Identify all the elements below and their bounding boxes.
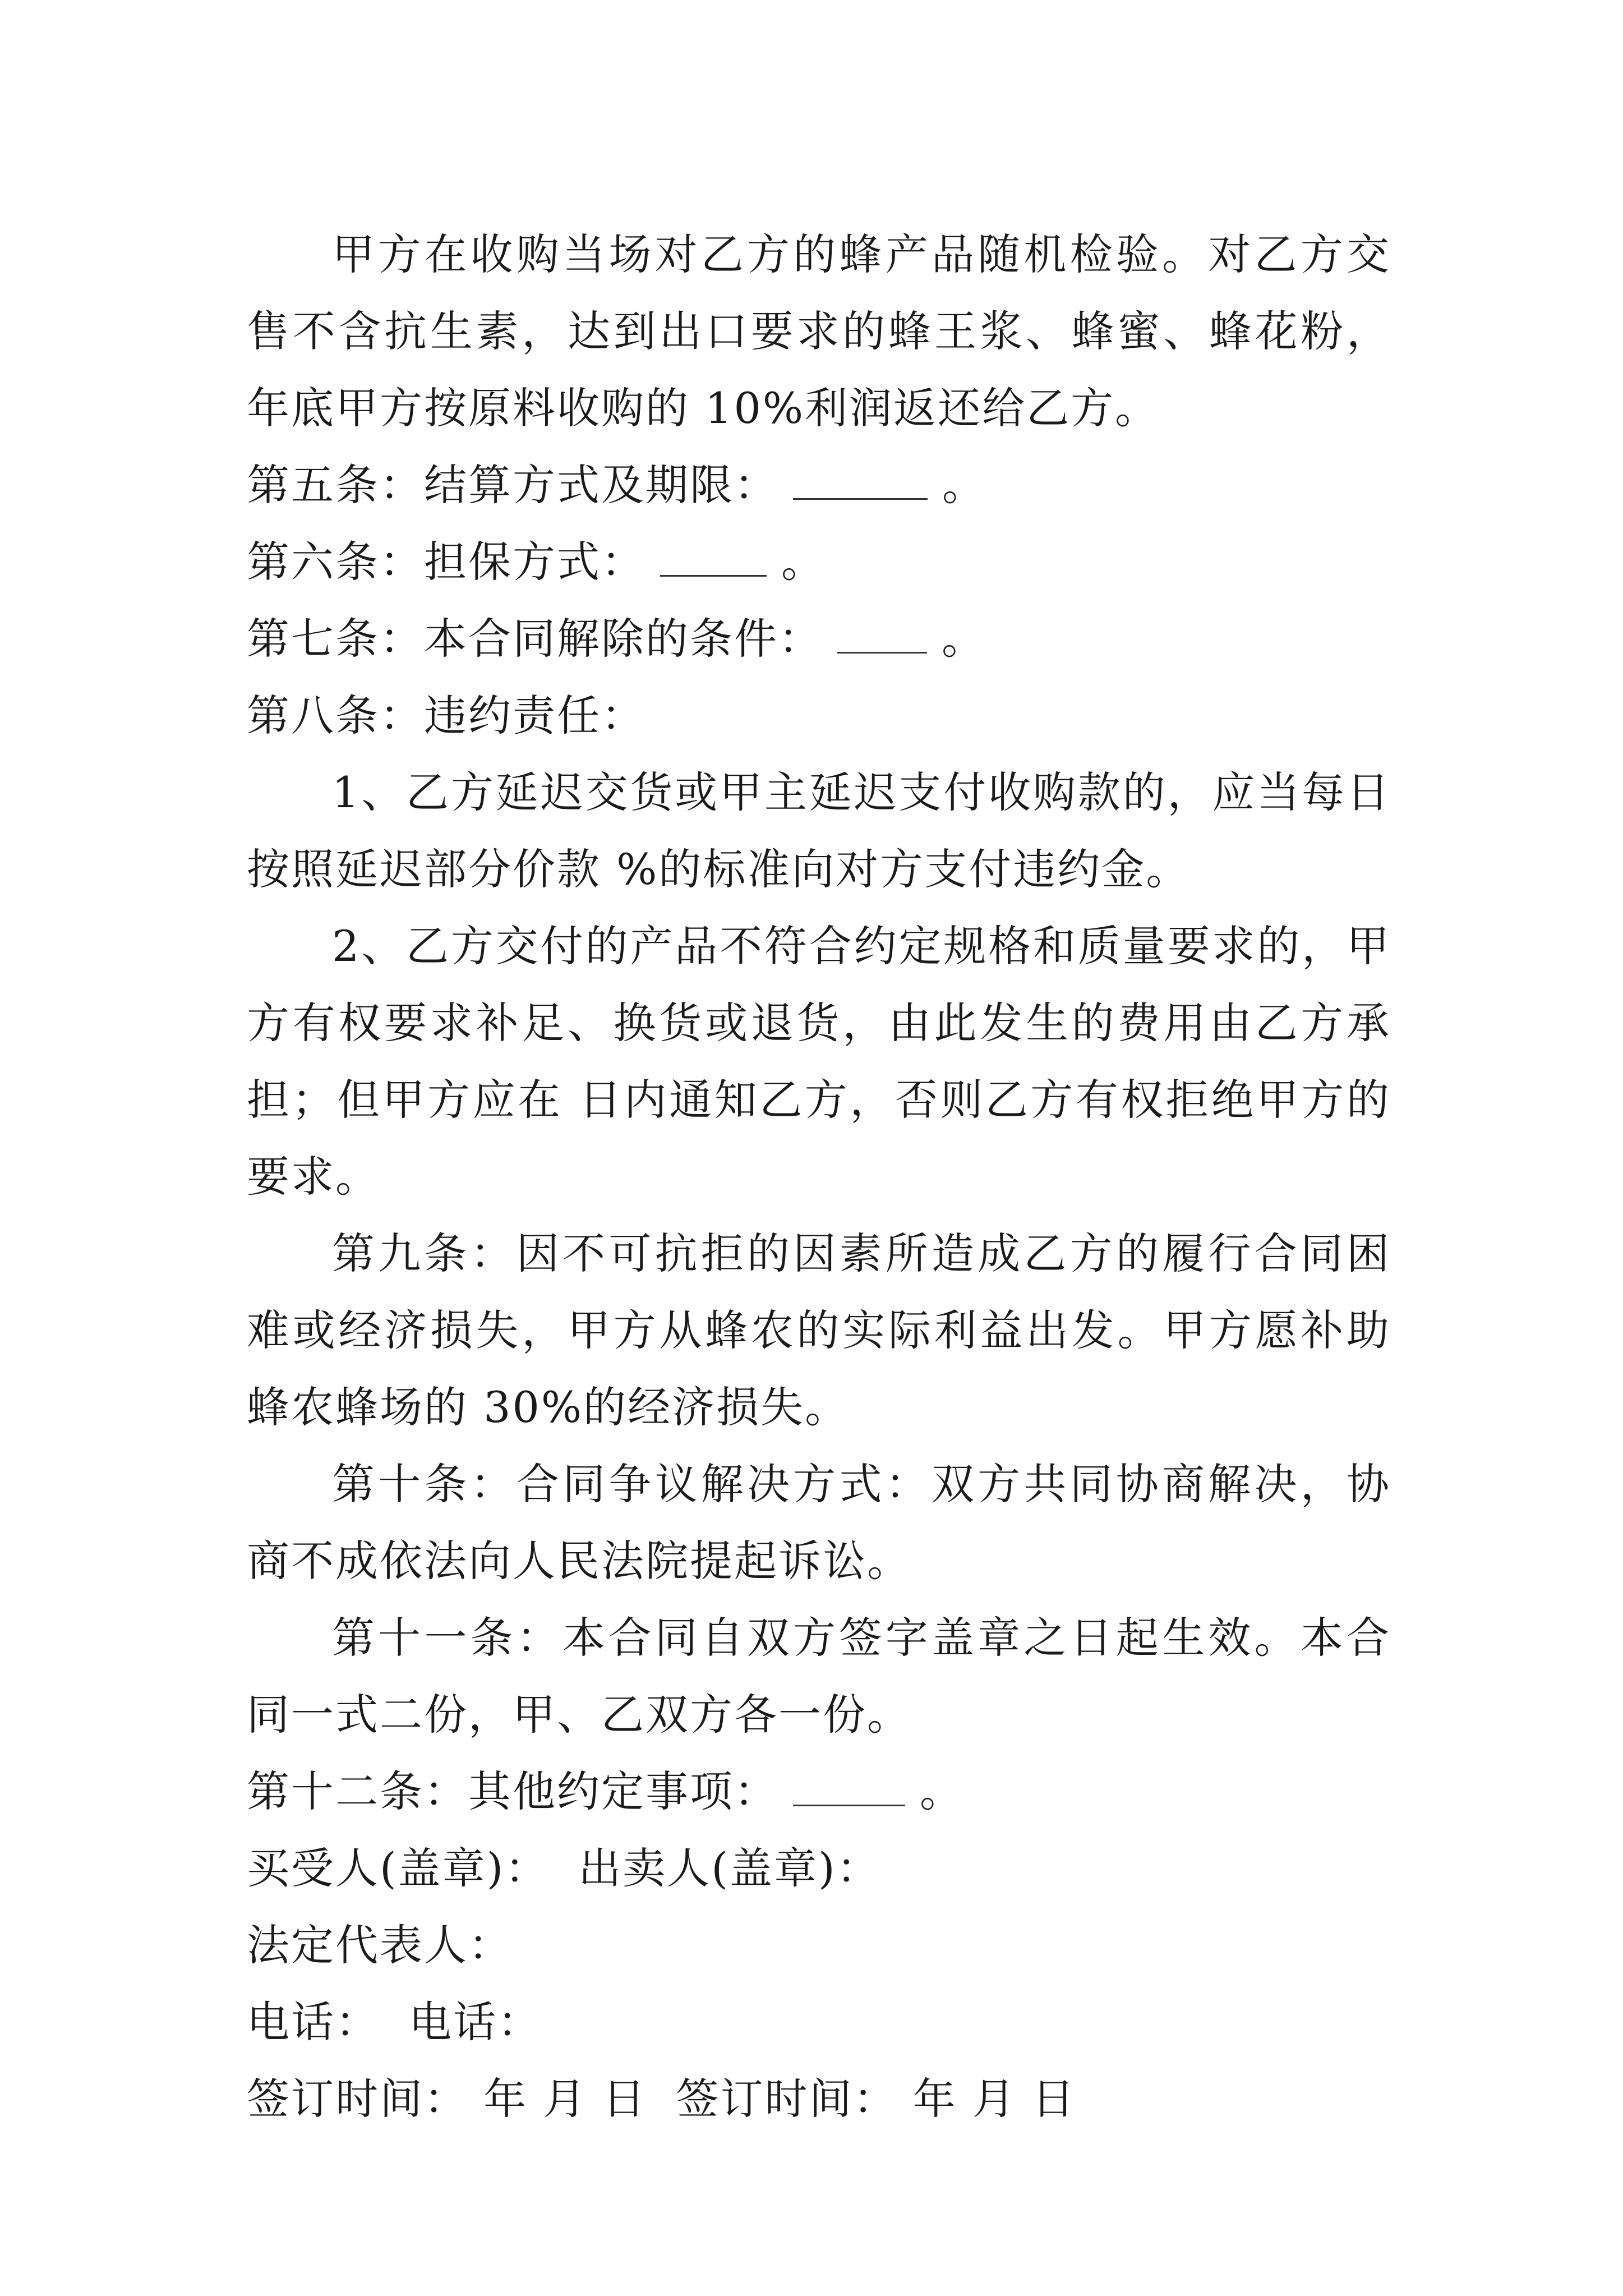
buyer-seal-label: 买受人(盖章)： xyxy=(247,1843,550,1893)
article-6-label: 第六条：担保方式： xyxy=(247,537,645,587)
sign-date-seller: 签订时间： 年 月 日 xyxy=(676,2074,1076,2124)
article-7 xyxy=(247,600,1391,677)
sign-date-buyer: 签订时间： 年 月 日 xyxy=(247,2074,647,2124)
article-7-blank xyxy=(837,607,927,654)
article-12-blank xyxy=(793,1760,905,1806)
article-6-blank xyxy=(660,530,767,577)
paragraph-inspection: 甲方在收购当场对乙方的蜂产品随机检验。对乙方交售不含抗生素，达到出口要求的蜂王浆、蜂蜜、蜂花粉，年底甲方按原料收购的 10%利润返还给乙方。 xyxy=(247,229,1391,433)
signature-phones xyxy=(247,1984,1391,2060)
article-7-label: 第七条：本合同解除的条件： xyxy=(247,614,823,664)
seller-seal-label: 出卖人(盖章)： xyxy=(578,1843,881,1893)
article-6-end: 。 xyxy=(781,537,826,587)
phone-label-buyer: 电话： xyxy=(247,1997,380,2047)
phone-label-seller: 电话： xyxy=(409,1997,542,2047)
article-10: 第十条：合同争议解决方式：双方共同协商解决，协商不成依法向人民法院提起诉讼。 xyxy=(247,1459,1391,1586)
article-5-end: 。 xyxy=(942,460,986,510)
article-8-item-1: 1、乙方延迟交货或甲主延迟支付收购款的，应当每日按照延迟部分价款 %的标准向对方支付违约金。 xyxy=(247,767,1391,894)
article-8-heading: 第八条：违约责任： xyxy=(247,691,645,740)
article-11: 第十一条：本合同自双方签字盖章之日起生效。本合同一式二份，甲、乙双方各一份。 xyxy=(247,1613,1391,1740)
article-7-end: 。 xyxy=(942,614,986,664)
article-5-label: 第五条：结算方式及期限： xyxy=(247,460,778,510)
article-12 xyxy=(247,1753,1391,1830)
legal-representative-label: 法定代表人： xyxy=(247,1920,513,1970)
article-9: 第九条：因不可抗拒的因素所造成乙方的履行合同困难或经济损失，甲方从蜂农的实际利益出发。甲方愿补助蜂农蜂场的 30%的经济损失。 xyxy=(247,1228,1391,1432)
article-5-blank xyxy=(793,453,928,500)
article-8-item-2: 2、乙方交付的产品不符合约定规格和质量要求的，甲方有权要求补足、换货或退货，由此发生的费用由乙方承担；但甲方应在 日内通知乙方，否则乙方有权拒绝甲方的要求。 xyxy=(247,921,1391,1202)
article-6 xyxy=(247,523,1391,600)
article-12-label: 第十二条：其他约定事项： xyxy=(247,1766,778,1816)
document-body xyxy=(247,216,1391,2137)
signature-parties xyxy=(247,1830,1391,1907)
article-5 xyxy=(247,447,1391,523)
signature-dates xyxy=(247,2060,1391,2137)
article-12-end: 。 xyxy=(920,1766,964,1816)
